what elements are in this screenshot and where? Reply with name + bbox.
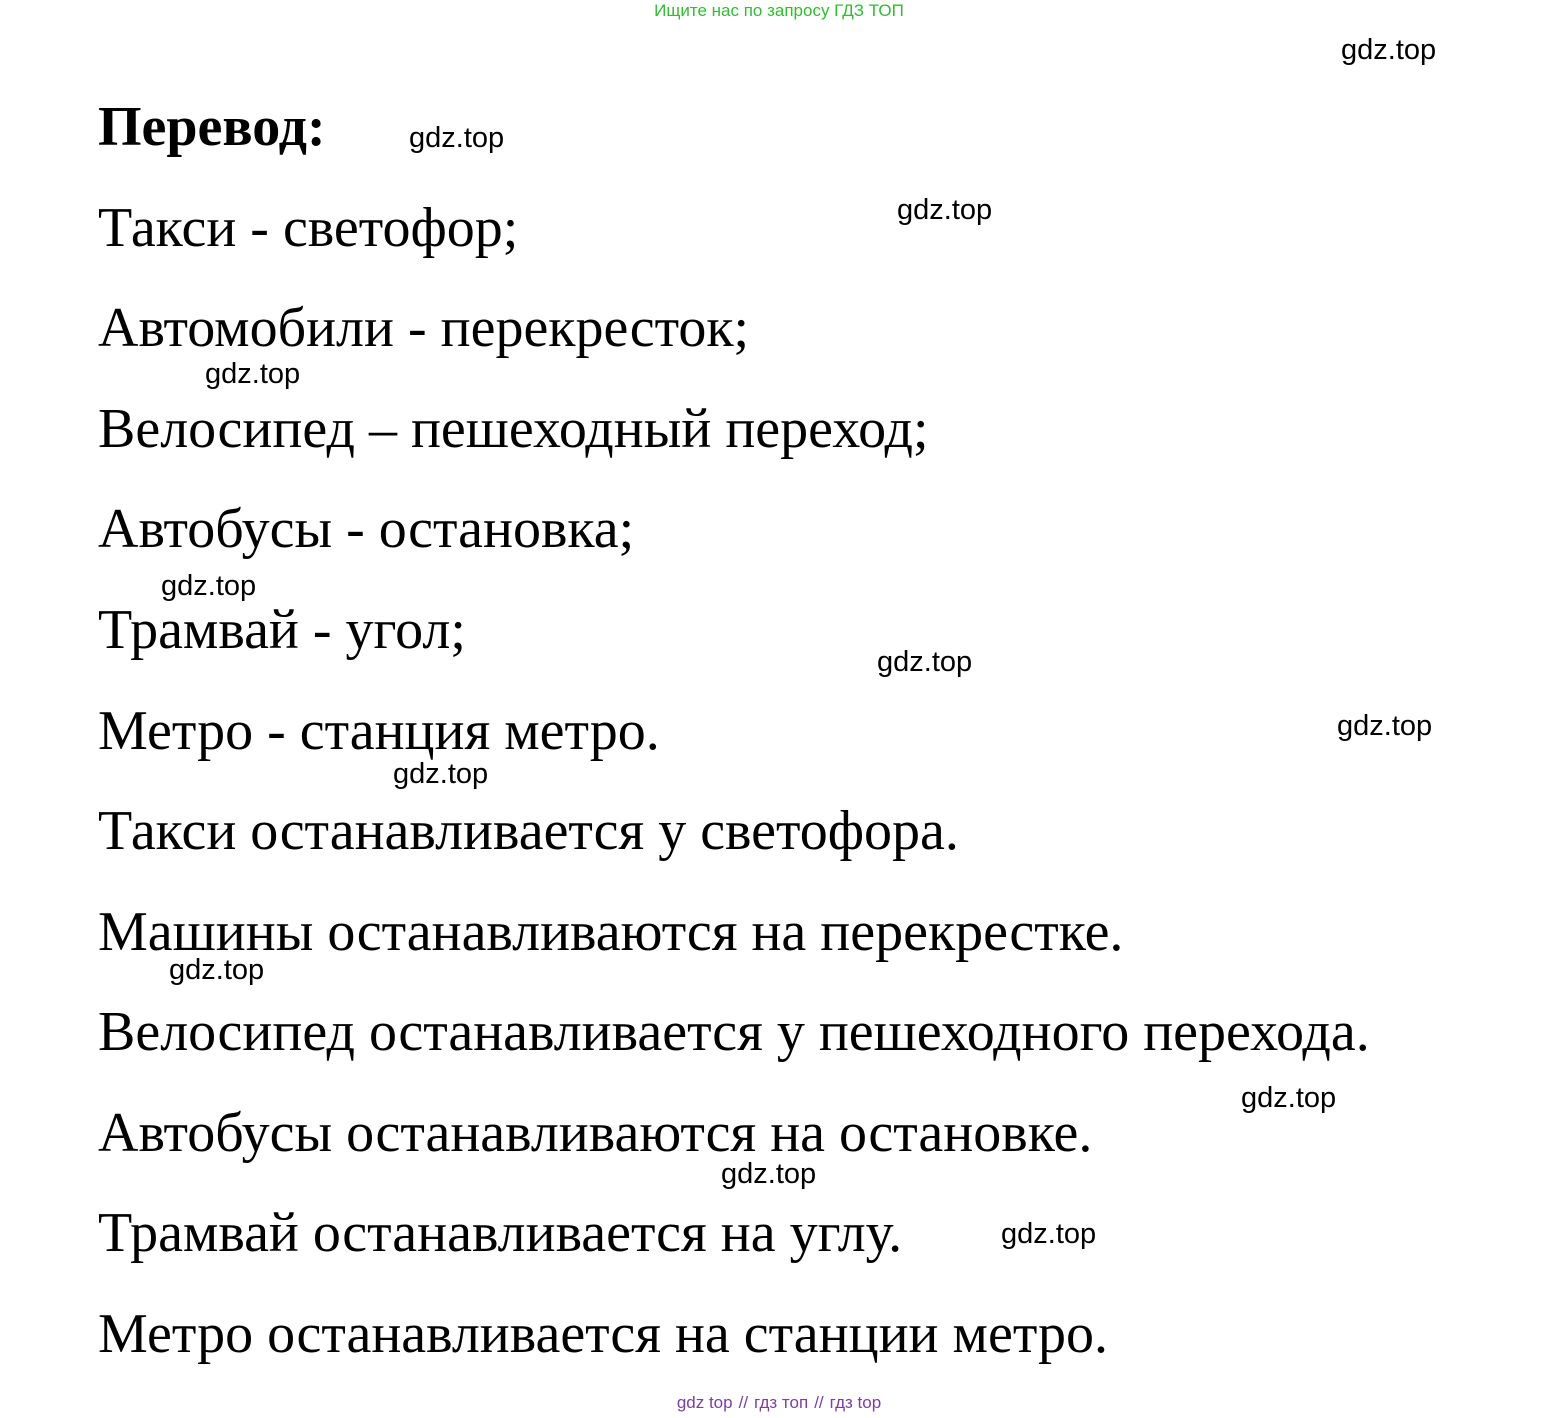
sentence-line-1: Такси останавливается у светофора. xyxy=(98,800,959,862)
watermark: gdz.top xyxy=(169,954,265,986)
translation-line-6: Метро - станция метро. xyxy=(98,700,660,762)
watermark: gdz.top xyxy=(161,570,257,602)
watermark: gdz.top xyxy=(877,646,973,678)
watermark: gdz.top xyxy=(1337,710,1433,742)
watermark: gdz.top xyxy=(721,1158,817,1190)
translation-line-3: Велосипед – пешеходный переход; xyxy=(98,398,929,460)
top-banner: Ищите нас по запросу ГДЗ ТОП xyxy=(654,1,904,20)
footer-separator: // xyxy=(738,1393,749,1412)
watermark: gdz.top xyxy=(409,122,505,154)
translation-line-4: Автобусы - остановка; xyxy=(98,498,635,560)
translation-line-1: Такси - светофор; xyxy=(98,197,519,259)
sentence-line-2: Машины останавливаются на перекрестке. xyxy=(98,901,1124,963)
watermark: gdz.top xyxy=(205,358,301,390)
footer-separator: // xyxy=(814,1393,824,1412)
footer xyxy=(0,1392,1558,1414)
sentence-line-4: Автобусы останавливаются на остановке. xyxy=(98,1102,1093,1164)
sentence-line-5: Трамвай останавливается на углу. xyxy=(98,1202,903,1264)
sentence-line-3: Велосипед останавливается у пешеходного перехода. xyxy=(98,1001,1370,1063)
footer-item-2: гдз топ xyxy=(754,1393,809,1412)
translation-line-2: Автомобили - перекресток; xyxy=(98,297,750,359)
watermark: gdz.top xyxy=(1241,1082,1337,1114)
page-title: Перевод: xyxy=(98,96,326,158)
translation-line-5: Трамвай - угол; xyxy=(98,599,466,661)
watermark: gdz.top xyxy=(1341,34,1437,66)
watermark: gdz.top xyxy=(393,758,489,790)
sentence-line-6: Метро останавливается на станции метро. xyxy=(98,1303,1108,1365)
footer-item-3: гдз top xyxy=(829,1393,882,1412)
footer-item-1: gdz top xyxy=(676,1393,733,1412)
watermark: gdz.top xyxy=(1001,1218,1097,1250)
watermark: gdz.top xyxy=(897,194,993,226)
